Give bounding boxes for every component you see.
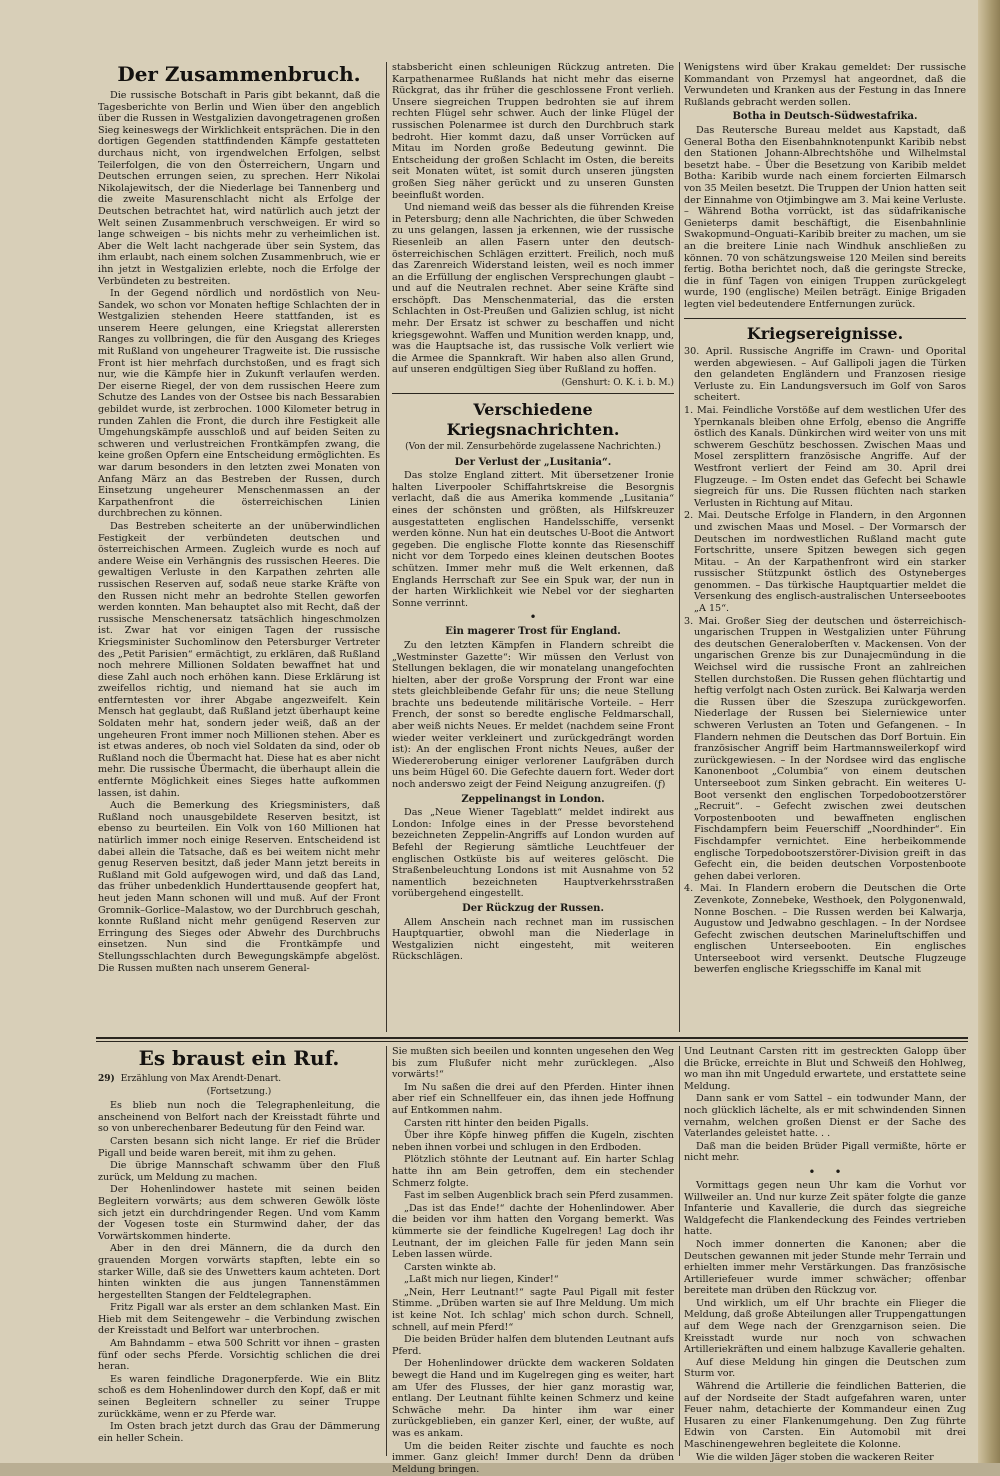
paragraph: „Laßt mich nur liegen, Kinder!“ (404, 1274, 559, 1286)
article-collapse-continued (392, 62, 674, 394)
paragraph: Fritz Pigall war als erster an dem schlanken Mast. Ein Hieb mit dem Seitengewehr – die Verbindung zwischen der Kreisstadt und Belfort war unterbrochen. (98, 1302, 380, 1337)
paragraph: In der Gegend nördlich und nordöstlich von Neu-Sandek, wo schon vor Monaten heftige Schlachten der in Westgalizien stehenden Heere stattfanden, ist es unserem Heere gelungen, eine Kriegstat allerersten Ranges zu vollbringen, die für den Ausgang des Krieges mit Rußland von ungeheurer Tragweite ist. Die russische Front ist hier mehrfach durchstoßen, und es fragt sich nur, wie die Kämpfe hier in Zukunft verlaufen werden. Der eiserne Riegel, der von dem russischen Heere zum Schutze des Landes von der Ostsee bis nach Bessarabien gebildet wurde, ist zerbrochen. 1000 Kilometer betrug in runden Zahlen die Front, die durch ihre Festigkeit alle Umgehungskämpfe ausschloß und auf beiden Seiten zu schweren und verlustreichen Frontkämpfen zwang, die keine großen Opfern eine Entscheidung ermöglichten. Es war darum besonders in den letzten zwei Monaten von Anfang März an das Bestreben der Russen, durch Einsetzung ungeheurer Menschenmassen an der Karpathenfront die österreichischen Linien durchbrechen zu können. (98, 288, 380, 520)
serial-col-1 (98, 1046, 380, 1445)
feuilleton-rule (96, 1037, 968, 1039)
article-subtitle-news: (Von der mil. Zensurbehörde zugelassene Nachrichten.) (405, 442, 661, 452)
paragraph: Allem Anschein nach rechnet man im russischen Hauptquartier, obwohl man die Niederlage in Westgalizien nicht eingesteht, mit weiteren Rückschlägen. (392, 916, 674, 963)
event-entry: 3. Mai. Großer Sieg der deutschen und österreichisch-ungarischen Truppen in Westgalizien unter Führung des deutschen Generaloberſten v. Mackensen. Von der ungarischen Grenze bis zur Dunajecmündung in die Weichsel wird die russische Front an zahlreichen Stellen durchstoßen. Die Russen gehen flüchtartig und heftig verfolgt nach Osten zurück. Bei Kalwarja werden die Russen über die Szeszupa zurückgeworfen. Niederlage der Russen bei Sielerniewice unter schweren Verlusten an Toten und Gefangenen. – In Flandern nehmen die Deutschen das Dorf Bortuin. Ein französischer Angriff beim Hartmannsweilerkopf wird zurückgewiesen. – In der Nordsee wird das englische Kanonenboot „Columbia“ von einem deutschen Unterseeboot zum Sinken gebracht. Ein weiteres U-Boot versenkt den englischen Torpedobootzerstörer „Recruit“. – Gefecht zwischen zwei deutschen Vorpostenbooten und bewaffneten englischen Fischdampfern beim Feuerschiff „Noordhinder“. Ein Fischdampfer vernichtet. Eine herbeikommende englische Torpedobootszerstörer-Division greift in das Gefecht ein, die beiden deutschen Vorpostenboote gehen dabei verloren. (684, 615, 966, 882)
column-rule (386, 62, 387, 1032)
paragraph: Carsten winkte ab. (404, 1261, 497, 1273)
paragraph: Und niemand weiß das besser als die führenden Kreise in Petersburg; denn alle Nachrichten, die über Schweden zu uns gelangen, lassen ja erkennen, wie der russische Riesenleib an allen Fasern unter den deutsch-österreichischen Schlägen erzittert. Freilich, noch muß das Zarenreich Widerstand leisten, weil es noch immer an die Erfüllung der englischen Versprechungen glaubt – und auf die Neutralen rechnet. Aber seine Kräfte sind erschöpft. Das Menschenmaterial, das die ersten Schlachten in Ost-Preußen und Galizien schlug, ist nicht mehr. Der Ersatz ist schwer zu beschaffen und nicht kriegsgewohnt. Waffen und Munition werden knapp, und, was die Hauptsache ist, das russische Volk verliert wie die Armee die Spannkraft. Wir haben also allen Grund, auf unseren endgültigen Sieg über Rußland zu hoffen. (392, 202, 674, 376)
event-entry: 2. Mai. Deutsche Erfolge in Flandern, in den Argonnen und zwischen Maas und Mosel. – Der Vormarsch der Deutschen im nordwestlichen Rußland macht gute Fortschritte, unsere Spitzen bewegen sich gegen Mitau. – An der Karpathenfront wird ein starker russischer Stützpunkt östlich des Ostyneberges genommen. – Das türkische Hauptquartier meldet die Versenkung des englisch-australischen Unterseebootes „A 15“. (684, 510, 966, 615)
paragraph: Sie mußten sich beeilen und konnten ungesehen den Weg bis zum Flußufer nicht mehr zurücklegen. „Also vorwärts!“ (392, 1046, 675, 1081)
feuilleton-rule-thin (96, 1041, 968, 1042)
paragraph: Der Hohenlindower drückte dem wackeren Soldaten bewegt die Hand und im Kugelregen ging es weiter, hart am Ufer des Flusses, der hier ganz morastig war, entlang. Der Leutnant fühlte keinen Schmerz und keine Schwäche mehr. Da hinter ihm war einer zurückgeblieben, ein ganzer Kerl, einer, der wußte, auf was es ankam. (392, 1358, 674, 1439)
paragraph: Das stolze England zittert. Mit übersetzener Ironie halten Liverpooler Schiffahrtskreise die Besorgnis verlacht, daß die aus Amerika kommende „Lusitania“ eines der schönsten und größten, als Hilfskreuzer ausgestatteten englischen Handelsschiffe, versenkt werden könne. Nun hat ein deutsches U-Boot die Antwort gegeben. Die englische Flotte konnte das Riesenschiff nicht vor dem Torpedo eines kleinen deutschen Bootes schützen. Immer mehr muß die Welt erkennen, daß Englands Herrschaft zur See ein Spuk war, der nun in der harten Wirklichkeit wie Nebel vor der siegharten Sonne verrinnt. (392, 470, 674, 609)
paragraph: Zu den letzten Kämpfen in Flandern schreibt die „Westminster Gazette“: Wir müssen den Verlust von Stellungen beklagen, die wir monatelang unangefochten hielten, aber der große Vorsprung der Front war eine stets gleichbleibende Gefahr für uns; die neue Stellung brachte uns bedeutende militärische Vorteile. – Herr French, der sonst so beredte englische Feldmarschall, aber weiß nichts Neues. Er meldet (nachdem seine Front wieder weiter verkleinert und zurückgedrängt worden ist): An der englischen Front nichts Neues, außer der Wiedereroberung einiger verlorener Laufgräben durch uns beim Hügel 60. Die Gefechte dauern fort. Weder dort noch anderswo zeigt der Feind Neigung anzugreifen. (ƒ) (392, 639, 674, 791)
serial-col-3 (684, 1046, 966, 1464)
serial-col-2 (392, 1046, 674, 1476)
section-heading: Der Verlust der „Lusitania“. (454, 456, 612, 468)
paragraph: Auf diese Meldung hin gingen die Deutschen zum Sturm vor. (684, 1356, 966, 1380)
paragraph: Carsten ritt hinter den beiden Pigalls. (404, 1117, 589, 1129)
column-rule (386, 1046, 387, 1456)
serial-title: Es braust ein Ruf. (138, 1046, 340, 1070)
section-rule (684, 318, 966, 319)
event-entry: 30. April. Russische Angriffe im Crawn- und Oporital werden abgewiesen. – Auf Gallipoli jagen die Türken den gelandeten Engländern und Franzosen riesige Verluste zu. Ein Landungsversuch im Golf von Saros scheitert. (684, 346, 966, 404)
paragraph: Im Nu saßen die drei auf den Pferden. Hinter ihnen aber rief ein Schnellfeuer ein, das ihnen jede Hoffnung auf Entkommen nahm. (392, 1081, 674, 1116)
article-source: (Genshurt: O. K. i. b. M.) (561, 378, 674, 389)
paragraph: Während die Artillerie die feindlichen Batterien, die auf der Nordseite der Stadt aufgefahren waren, unter Feuer nahm, detachierte der Kommandeur einen Zug Husaren zu einer Flankenumgehung. Den Zug führte Edwin von Carsten. Ein Automobil mit drei Maschinengewehren begleitete die Kolonne. (684, 1381, 966, 1450)
article-collapse (98, 62, 380, 975)
paragraph: Fast im selben Augenblick brach sein Pferd zusammen. (404, 1190, 674, 1202)
paragraph: Die beiden Brüder halfen dem blutenden Leutnant aufs Pferd. (392, 1334, 674, 1357)
paragraph: Es waren feindliche Dragonerpferde. Wie ein Blitz schoß es dem Hohenlindower durch den Kopf, daß er mit seinen Begleitern schneller zu seiner Truppe zurückkäme, wenn er zu Pferde war. (98, 1373, 380, 1420)
article-events (684, 322, 966, 977)
paragraph: Das Reutersche Bureau meldet aus Kapstadt, daß General Botha den Eisenbahnknotenpunkt Karibib nebst den Stationen Johann-Albrechtshöhe und Wilhelmstal besetzt habe. – Über die Besetzung von Karibib meldet Botha: Karibib wurde nach einem forcierten Eilmarsch von 35 Meilen besetzt. Die Truppen der Union hatten seit der Einnahme von Otjimbingwe am 3. Mai keine Verluste. – Während Botha vorrückt, ist das südafrikanische Genieterps damit beschäftigt, die Eisenbahnlinie Swakopmund–Onguati–Karibib breiter zu machen, um sie an die breitere Linie nach Windhuk anschließen zu können. 70 von schätzungsweise 120 Meilen sind bereits fertig. Botha berichtet noch, daß die geringste Strecke, die in fünf Tagen von einigen Truppen zurückgelegt wurde, 190 (englische) Meilen beträgt. Einige Brigaden legten viel bedeutendere Entfernungen zurück. (684, 124, 966, 310)
serial-number: 29) (98, 1074, 115, 1084)
paragraph: „Das ist das Ende!“ dachte der Hohenlindower. Aber die beiden vor ihm hatten den Vorgang bemerkt. Was kümmerte sie der feindliche Kugelregen! Lag doch ihr Leutnant, der im gleichen Falle für jeden Mann sein Leben lassen würde. (392, 1202, 674, 1261)
paragraph: Im Osten brach jetzt durch das Grau der Dämmerung ein heller Schein. (98, 1421, 380, 1444)
serial-continuation-note: (Fortsetzung.) (206, 1086, 272, 1097)
paragraph: Es blieb nun noch die Telegraphenleitung, die anscheinend von Belfort nach der Kreisstadt führte und so von unberechenbarer Bedeutung für den Feind war. (98, 1100, 380, 1135)
paragraph: Vormittags gegen neun Uhr kam die Vorhut vor Willweiler an. Und nur kurze Zeit später folgte die ganze Infanterie und Kavallerie, die durch das siegreiche Waldgefecht die Flankendeckung des Feindes vertrieben hatte. (684, 1179, 966, 1238)
paragraph: „Nein, Herr Leutnant!“ sagte Paul Pigall mit fester Stimme. „Drüben warten sie auf Ihre Meldung. Um mich ist keine Not. Ich schlag' mich schon durch. Schnell, schnell, auf mein Pferd!“ (392, 1286, 674, 1333)
serial-byline: Erzählung von Max Arendt-Denart. (120, 1074, 282, 1084)
serial-byline-line (98, 1074, 380, 1086)
separator-dot: • (529, 610, 537, 625)
event-entry: 4. Mai. In Flandern erobern die Deutschen die Orte Zevenkote, Zonnebeke, Westhoek, den Polygonenwald, Nonne Boschen. – Die Russen werden bei Kalwarja, Augustow und Jedwabno geschlagen. – In der Nordsee Gefecht zwischen deutschen Marineluftschiffen und englischen Unterseebooten. Ein englisches Unterseeboot wird versenkt. Deutsche Flugzeuge bewerfen englische Kriegsschiffe im Kanal mit (684, 883, 966, 976)
paragraph: Wenigstens wird über Krakau gemeldet: Der russische Kommandant von Przemysl hat angeordnet, daß die Verwundeten und Kranken aus der Festung in das Innere Rußlands gebracht werden sollen. (684, 62, 966, 108)
page-edge-shadow (978, 0, 1000, 1463)
article-title-events: Kriegsereignisse. (746, 324, 904, 343)
paragraph: Noch immer donnerten die Kanonen; aber die Deutschen gewannen mit jeder Stunde mehr Terrain und erhielten immer mehr Verstärkungen. Das französische Artilleriefeuer wurde immer schwächer; offenbar bereitete man drüben den Rückzug vor. (684, 1238, 966, 1297)
column-rule (679, 62, 680, 1032)
article-right-top (684, 62, 966, 311)
article-title-news: Verschiedene Kriegsnachrichten. (446, 400, 620, 439)
event-entry: 1. Mai. Feindliche Vorstöße auf dem westlichen Ufer des Ypernkanals bleiben ohne Erfolg, ebenso die Angriffe östlich des Kanals. Dünkirchen wird weiter von uns mit schwerem Geschütz beschossen. Zwischen Maas und Mosel zersplittern französische Angriffe. Auf der Westfront verliert der Feind am 30. April drei Flugzeuge. – Im Osten endet das Gefecht bei Schawle siegreich für uns. Die Russen flüchten nach starken Verlusten in Richtung auf Mitau. (684, 404, 966, 509)
column-rule (679, 1046, 680, 1456)
paragraph: Der Hohenlindower hastete mit seinen beiden Begleitern vorwärts; aus dem schweren Gewölk löste sich jetzt ein durchdringender Regen. Und vom Kamm der Vogesen toste ein Sturmwind daher, der das Vorwärtskommen hinderte. (98, 1184, 380, 1242)
section-heading: Botha in Deutsch-Südwestafrika. (732, 111, 918, 123)
separator-dot: • • (808, 1164, 842, 1179)
paragraph: Aber in den drei Männern, die da durch den grauenden Morgen vorwärts stapften, lebte ein so starker Wille, daß sie des Unwetters kaum achteten. Dort hinten winkten die aus jungen Tannenstämmen hergestellten Stangen der Feldtelegraphen. (98, 1243, 380, 1301)
paragraph: Das „Neue Wiener Tageblatt“ meldet indirekt aus London: Infolge eines in der Presse bevorstehend bezeichneten Zeppelin-Angriffs auf London wurden auf Befehl der Regierung sämtliche Leuchtfeuer der englischen Ostküste bis auf weiteres gelöscht. Die Straßenbeleuchtung Londons ist mit Ausnahme von 52 namentlich bezeichneten Hauptverkehrsstraßen vorübergehend eingestellt. (392, 807, 674, 900)
paragraph: Plötzlich stöhnte der Leutnant auf. Ein harter Schlag hatte ihn am Bein getroffen, dem ein stechender Schmerz folgte. (392, 1154, 674, 1189)
paragraph: Am Bahndamm – etwa 500 Schritt vor ihnen – grasten fünf oder sechs Pferde. Vorsichtig schlichen die drei heran. (98, 1338, 380, 1373)
paragraph: Über ihre Köpfe hinweg pfiffen die Kugeln, zischten neben ihnen vorbei und schlugen in den Erdboden. (392, 1130, 674, 1153)
paragraph: Daß man die beiden Brüder Pigall vermißte, hörte er nicht mehr. (684, 1140, 966, 1164)
paragraph: Wie die wilden Jäger stoben die wackeren Reiter (696, 1451, 934, 1463)
paragraph: Um die beiden Reiter zischte und fauchte es noch immer. Ganz gleich! Immer durch! Denn da drüben Meldung bringen. (392, 1440, 674, 1475)
paragraph: stabsbericht einen schleunigen Rückzug antreten. Die Karpathenarmee Rußlands hat nicht mehr das eiserne Rückgrat, das ihr früher die geschlossene Front verlieh. Unsere siegreichen Truppen bedrohten sie auf ihrem rechten Flügel sehr schwer. Auch der linke Flügel der russischen Polenarmee ist durch den Durchbruch stark bedroht. Hier kommt dazu, daß unser Vorrücken auf Mitau im Norden große Bedeutung gewinnt. Die Entscheidung der großen Schlacht im Osten, die bereits seit Monaten wütet, ist somit durch unseren jüngsten großen Sieg näher gerückt und zu unseren Gunsten beeinflußt worden. (392, 62, 674, 201)
paragraph: Die übrige Mannschaft schwamm über den Fluß zurück, um Meldung zu machen. (98, 1160, 380, 1183)
article-news (392, 398, 674, 964)
section-rule (392, 393, 674, 394)
paragraph: Carsten besann sich nicht lange. Er rief die Brüder Pigall und beide waren bereit, mit ihm zu gehen. (98, 1135, 380, 1159)
paragraph: Auch die Bemerkung des Kriegsministers, daß Rußland noch unausgebildete Reserven besitzt, ist ebenso zu beurteilen. Ein Volk von 160 Millionen hat natürlich immer noch einige Reserven. Entscheidend ist dabei allein die Tatsache, daß es bei weitem nicht mehr genug Reserven besitzt, daß jeder Mann jetzt bereits in Rußland mit Gold aufgewogen wird, und daß das Land, das früher unbedenklich Hunderttausende geopfert hat, heut jeden Mann schonen will und muß. Auf der Front Gromnik–Gorlice–Malastow, wo der Durchbruch geschah, konnte Rußland nicht mehr genügend Reserven zur Erringung des Sieges oder Abwehr des Durchbruchs einsetzen. Nun sind die Frontkämpfe und Stellungsschlachten durch Bewegungskämpfe abgelöst. Die Russen mußten nach unserem General- (98, 800, 380, 974)
section-heading: Ein magerer Trost für England. (445, 626, 621, 638)
section-heading: Zeppelinangst in London. (461, 793, 605, 805)
paragraph: Und wirklich, um elf Uhr brachte ein Flieger die Meldung, daß große Abteilungen aller Truppengattungen auf dem Wege nach der Grenzgarnison seien. Die Kreisstadt wurde nur noch von schwachen Artilleriekräften und einem halbzuge Kavallerie gehalten. (684, 1297, 966, 1356)
paragraph: Die russische Botschaft in Paris gibt bekannt, daß die Tagesberichte von Berlin und Wien über den angeblich über die Russen in Westgalizien davongetragenen großen Sieg keineswegs der Wirklichkeit entsprächen. Die in den dortigen Gegenden stattfindenden Kämpfe gestatteten durchaus nicht, von irgendwelchen Erfolgen, selbst Teilerfolgen, die von den Österreichern, Ungarn und Deutschen errungen seien, zu sprechen. Herr Nikolai Nikolajewitsch, der die Niederlage bei Tannenberg und die zweite Masurenschlacht nicht als Erfolge der Deutschen betrachtet hat, wird natürlich auch jetzt der Welt seinen Zusammenbruch verschweigen. Er wird so lange schweigen – bis nichts mehr zu verheimlichen ist. Aber die Welt lacht nachgerade über sein System, das ihm erlaubt, nach einem solchen Zusammenbruch, wie er ihn jetzt in Westgalizien erlebte, noch die Erfolge der Verbündeten zu bestreiten. (98, 90, 380, 287)
section-heading: Der Rückzug der Russen. (462, 902, 604, 914)
article-title-collapse: Der Zusammenbruch. (117, 62, 361, 86)
paragraph: Das Bestreben scheiterte an der unüberwindlichen Festigkeit der verbündeten deutschen und österreichischen Armeen. Zugleich wurde es noch auf andere Weise ein Verhängnis des russischen Heeres. Die gewaltigen Verluste in den Karpathen zehrten alle russischen Reserven auf, sodaß neue starke Kräfte von den Russen nicht mehr an bedrohte Stellen geworfen werden konnten. Man behauptet also mit Recht, daß der russische Menschenersatz tatsächlich hingeschmolzen ist. Zwar hat vor einigen Tagen der russische Kriegsminister Suchomlinow den Petersburger Vertreter des „Petit Parisien“ ermächtigt, zu erklären, daß Rußland noch mehrere Millionen Soldaten bewaffnet hat und diese Zahl auch noch erhöhen kann. Diese Erklärung ist zweifellos richtig, und niemand hat sie auch im entferntesten vor ihrer Abgabe angezweifelt. Kein Mensch hat geglaubt, daß Rußland jetzt überhaupt keine Soldaten mehr hat, sondern jeder weiß, daß an der ungeheuren Front immer noch Millionen stehen. Aber es ist etwas anderes, ob noch viel Soldaten da sind, oder ob Rußland noch die Übermacht hat. Diese hat es aber nicht mehr. Die russische Übermacht, die überhaupt allein die entfernte Möglichkeit eines Sieges hatte aufkommen lassen, ist dahin. (98, 520, 380, 799)
paragraph: Und Leutnant Carsten ritt im gestreckten Galopp über die Brücke, erreichte in Blut und Schweiß den Hohlweg, wo man ihn mit Ungeduld erwartete, und erstattete seine Meldung. (684, 1046, 966, 1092)
paragraph: Dann sank er vom Sattel – ein todwunder Mann, der noch glücklich lächelte, als er mit schwindenden Sinnen vernahm, welchen großen Dienst er der Sache des Vaterlandes geleistet hatte. . . (684, 1093, 966, 1140)
